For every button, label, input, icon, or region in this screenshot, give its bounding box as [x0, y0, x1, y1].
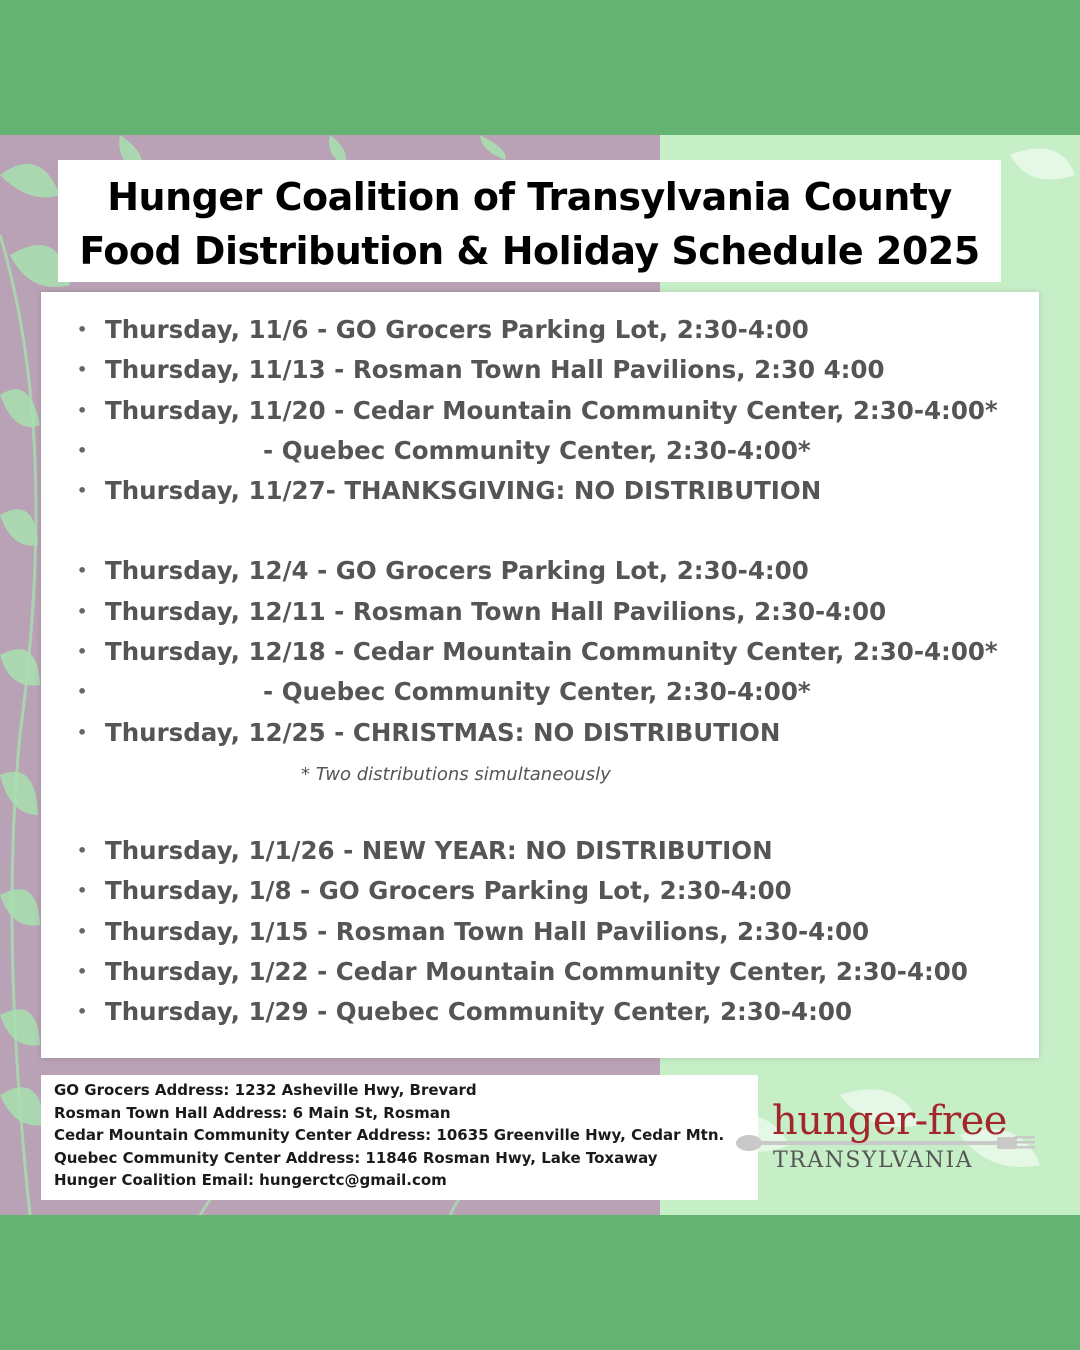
bullet-icon: • — [77, 601, 88, 621]
schedule-item — [41, 831, 1039, 871]
address-quebec: Quebec Community Center Address: 11846 Rosman Hwy, Lake Toxaway — [54, 1148, 658, 1167]
schedule-item — [41, 350, 1039, 390]
january-schedule — [41, 831, 1039, 1032]
address-cedar-mountain: Cedar Mountain Community Center Address: 10635 Greenville Hwy, Cedar Mtn. — [54, 1126, 725, 1145]
bullet-icon: • — [77, 881, 88, 901]
schedule-item-text: - Quebec Community Center, 2:30-4:00* — [263, 677, 811, 707]
bottom-green-band — [0, 1215, 1080, 1350]
title-box — [58, 160, 1001, 282]
schedule-item — [41, 551, 1039, 591]
bullet-icon: • — [77, 400, 88, 420]
schedule-item-text: Thursday, 12/11 - Rosman Town Hall Pavilions, 2:30-4:00 — [105, 596, 887, 626]
schedule-item — [41, 952, 1039, 992]
schedule-item-text: Thursday, 11/27- THANKSGIVING: NO DISTRIBUTION — [105, 476, 822, 506]
logo-wordmark: hunger-free — [772, 1098, 1007, 1144]
page-subtitle: Food Distribution & Holiday Schedule 2025 — [79, 229, 980, 273]
bullet-icon: • — [77, 320, 88, 339]
schedule-item-text: Thursday, 1/1/26 - NEW YEAR: NO DISTRIBUTION — [105, 835, 773, 865]
logo-subtitle: TRANSYLVANIA — [773, 1148, 974, 1173]
top-green-band — [0, 0, 1080, 135]
address-rosman-town-hall: Rosman Town Hall Address: 6 Main St, Rosman — [54, 1103, 451, 1122]
bullet-icon: • — [77, 360, 88, 380]
bullet-icon: • — [77, 1002, 88, 1022]
schedule-item — [41, 471, 1039, 511]
schedule-item — [41, 391, 1039, 431]
bullet-icon: • — [77, 481, 88, 501]
schedule-item-text: Thursday, 11/13 - Rosman Town Hall Pavilions, 2:30 4:00 — [105, 355, 885, 385]
november-schedule — [41, 310, 1039, 511]
bullet-icon: • — [77, 682, 88, 702]
simultaneous-note: * Two distributions simultaneously — [301, 763, 611, 785]
schedule-item — [41, 871, 1039, 911]
page-title: Hunger Coalition of Transylvania County — [107, 175, 952, 219]
schedule-item — [41, 431, 1039, 471]
schedule-item-text: Thursday, 1/22 - Cedar Mountain Community Center, 2:30-4:00 — [105, 956, 968, 986]
schedule-item — [41, 672, 1039, 712]
bullet-icon: • — [77, 722, 88, 742]
hunger-free-logo — [735, 1098, 1040, 1183]
bullet-icon: • — [77, 921, 88, 941]
address-box — [41, 1075, 758, 1200]
schedule-item-text: Thursday, 1/29 - Quebec Community Center, 2:30-4:00 — [105, 997, 852, 1027]
contact-email: Hunger Coalition Email: hungerctc@gmail.com — [54, 1171, 447, 1190]
december-schedule — [41, 551, 1039, 752]
schedule-item-text: Thursday, 11/6 - GO Grocers Parking Lot, 2:30-4:00 — [105, 315, 809, 344]
schedule-item — [41, 310, 1039, 350]
schedule-item-text: Thursday, 11/20 - Cedar Mountain Community Center, 2:30-4:00* — [105, 395, 998, 425]
bullet-icon: • — [77, 840, 88, 860]
schedule-item-text: Thursday, 1/8 - GO Grocers Parking Lot, 2:30-4:00 — [105, 876, 792, 906]
schedule-item — [41, 713, 1039, 753]
schedule-item — [41, 992, 1039, 1032]
schedule-box — [41, 292, 1039, 1058]
schedule-item-text: Thursday, 1/15 - Rosman Town Hall Pavilions, 2:30-4:00 — [105, 916, 870, 946]
bullet-icon: • — [77, 961, 88, 981]
schedule-item-text: Thursday, 12/18 - Cedar Mountain Community Center, 2:30-4:00* — [105, 637, 998, 667]
schedule-item-text: Thursday, 12/4 - GO Grocers Parking Lot, 2:30-4:00 — [105, 556, 809, 586]
schedule-item-text: - Quebec Community Center, 2:30-4:00* — [263, 435, 811, 465]
address-go-grocers: GO Grocers Address: 1232 Asheville Hwy, Brevard — [54, 1081, 477, 1099]
bullet-icon: • — [77, 440, 88, 460]
schedule-item — [41, 912, 1039, 952]
schedule-item — [41, 592, 1039, 632]
schedule-item-text: Thursday, 12/25 - CHRISTMAS: NO DISTRIBUTION — [105, 717, 781, 747]
schedule-item — [41, 632, 1039, 672]
bullet-icon: • — [77, 561, 88, 581]
bullet-icon: • — [77, 642, 88, 662]
